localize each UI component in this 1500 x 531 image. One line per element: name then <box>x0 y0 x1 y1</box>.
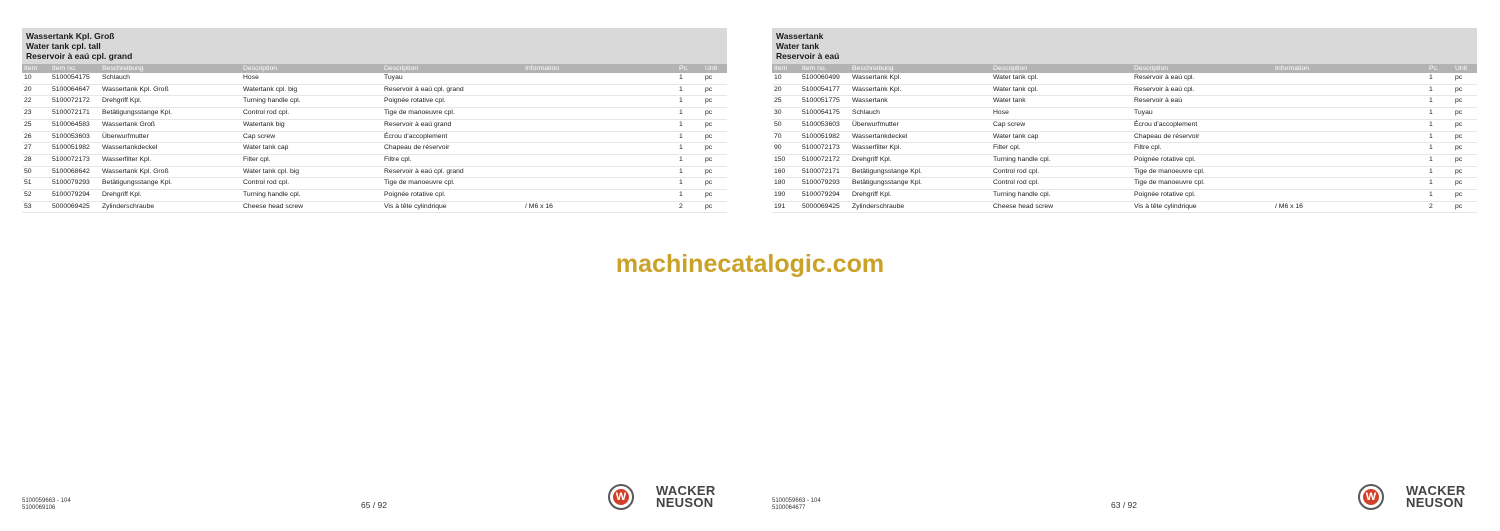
table-row <box>772 108 1477 120</box>
cell-information <box>1273 143 1419 155</box>
table-row <box>22 108 727 120</box>
cell-information <box>1273 119 1419 131</box>
cell-description-fr: Tige de manoeuvre cpl. <box>1132 178 1273 190</box>
left-parts-panel <box>22 28 727 213</box>
cell-description-en: Water tank cap <box>991 131 1132 143</box>
table-row <box>772 84 1477 96</box>
table-row <box>22 119 727 131</box>
cell-item: 50 <box>22 166 50 178</box>
cell-item: 20 <box>22 84 50 96</box>
cell-item-no: 5100072171 <box>50 108 100 120</box>
col-header-item-no: Item no. <box>802 65 827 72</box>
logo-letter: W <box>613 489 629 505</box>
cell-unit: pc <box>1445 166 1477 178</box>
cell-pc: 1 <box>669 143 695 155</box>
cell-pc: 1 <box>669 119 695 131</box>
cell-item-no: 5100064583 <box>50 119 100 131</box>
left-footer-ids <box>22 498 71 512</box>
cell-information <box>1273 178 1419 190</box>
col-header-item: Item <box>24 65 38 72</box>
cell-pc: 1 <box>669 108 695 120</box>
right-parts-table <box>772 64 1477 213</box>
cell-item: 22 <box>22 96 50 108</box>
cell-description-en: Cap screw <box>991 119 1132 131</box>
cell-item-no: 5100054175 <box>800 108 850 120</box>
cell-description-fr: Poignée rotative cpl. <box>382 96 523 108</box>
cell-unit: pc <box>1445 73 1477 84</box>
table-row <box>772 119 1477 131</box>
cell-pc: 1 <box>669 166 695 178</box>
cell-description-fr: Reservoir à eaú cpl. <box>1132 73 1273 84</box>
left-footer-doc-id: 5100059663 - 104 <box>22 498 71 504</box>
table-row <box>772 190 1477 202</box>
cell-item: 10 <box>22 73 50 84</box>
cell-item: 26 <box>22 131 50 143</box>
col-header-unit: Unit <box>1455 65 1468 72</box>
cell-beschreibung: Wasserfilter Kpl. <box>850 143 991 155</box>
cell-information <box>523 73 669 84</box>
cell-description-en: Water tank <box>991 96 1132 108</box>
table-row <box>772 131 1477 143</box>
col-header-unit: Unit <box>705 65 718 72</box>
cell-pc: 1 <box>669 84 695 96</box>
table-row <box>22 166 727 178</box>
cell-pc: 1 <box>1419 166 1445 178</box>
cell-description-fr: Vis à tête cylindrique <box>1132 201 1273 213</box>
right-title-en: Water tank <box>776 41 820 51</box>
cell-pc: 1 <box>669 131 695 143</box>
cell-item: 150 <box>772 154 800 166</box>
watermark-text: machinecatalogic.com <box>615 250 885 278</box>
col-header-pc: Pc. <box>679 65 689 72</box>
cell-beschreibung: Wassertank Kpl. <box>850 84 991 96</box>
cell-unit: pc <box>695 119 727 131</box>
left-table-header <box>22 64 727 73</box>
col-header-description-en: Description <box>993 65 1027 72</box>
cell-item-no: 5100054175 <box>50 73 100 84</box>
cell-description-fr: Tuyau <box>1132 108 1273 120</box>
cell-description-en: Control rod cpl. <box>241 108 382 120</box>
cell-description-en: Turning handle cpl. <box>991 154 1132 166</box>
cell-information: / M6 x 16 <box>523 201 669 213</box>
cell-description-en: Turning handle cpl. <box>991 190 1132 202</box>
cell-item-no: 5000069425 <box>50 201 100 213</box>
cell-item: 23 <box>22 108 50 120</box>
cell-information: / M6 x 16 <box>1273 201 1419 213</box>
left-brand-logo <box>608 484 716 510</box>
cell-beschreibung: Betätigungsstange Kpl. <box>100 178 241 190</box>
cell-description-en: Water tank cap <box>241 143 382 155</box>
cell-information <box>1273 84 1419 96</box>
cell-description-fr: Écrou d'accoplement <box>382 131 523 143</box>
right-brand-logo <box>1358 484 1466 510</box>
col-header-description-fr: Description <box>1134 65 1168 72</box>
cell-description-en: Water tank cpl. <box>991 84 1132 96</box>
cell-unit: pc <box>1445 119 1477 131</box>
right-footer-ids <box>772 498 821 512</box>
cell-unit: pc <box>1445 131 1477 143</box>
cell-beschreibung: Betätigungsstange Kpl. <box>100 108 241 120</box>
cell-item-no: 5100072173 <box>800 143 850 155</box>
left-title-de: Wassertank Kpl. Groß <box>26 31 115 41</box>
cell-unit: pc <box>695 154 727 166</box>
cell-description-fr: Chapeau de réservoir <box>1132 131 1273 143</box>
cell-item: 53 <box>22 201 50 213</box>
cell-information <box>1273 166 1419 178</box>
cell-pc: 1 <box>1419 154 1445 166</box>
cell-item: 30 <box>772 108 800 120</box>
cell-beschreibung: Schlauch <box>100 73 241 84</box>
cell-information <box>523 96 669 108</box>
right-page-number: 63 / 92 <box>1111 500 1137 510</box>
cell-beschreibung: Betätigungsstange Kpl. <box>850 178 991 190</box>
cell-description-en: Watertank big <box>241 119 382 131</box>
cell-information <box>523 119 669 131</box>
left-title-box <box>22 28 727 64</box>
cell-pc: 1 <box>1419 84 1445 96</box>
cell-description-fr: Filtre cpl. <box>1132 143 1273 155</box>
cell-item: 27 <box>22 143 50 155</box>
left-title-fr: Reservoir à eaú cpl. grand <box>26 51 133 61</box>
cell-description-en: Turning handle cpl. <box>241 190 382 202</box>
cell-item-no: 5100072172 <box>50 96 100 108</box>
cell-beschreibung: Überwurfmutter <box>850 119 991 131</box>
left-title-en: Water tank cpl. tall <box>26 41 101 51</box>
col-header-pc: Pc. <box>1429 65 1439 72</box>
cell-description-en: Watertank cpl. big <box>241 84 382 96</box>
right-footer-doc-id: 5100059663 - 104 <box>772 498 821 504</box>
cell-beschreibung: Wassertank <box>850 96 991 108</box>
cell-unit: pc <box>695 96 727 108</box>
table-row <box>22 131 727 143</box>
cell-description-en: Cheese head screw <box>991 201 1132 213</box>
table-row <box>22 73 727 84</box>
cell-unit: pc <box>1445 96 1477 108</box>
cell-beschreibung: Wasserfilter Kpl. <box>100 154 241 166</box>
cell-information <box>523 154 669 166</box>
cell-unit: pc <box>1445 143 1477 155</box>
cell-item: 28 <box>22 154 50 166</box>
table-row <box>22 190 727 202</box>
cell-item: 10 <box>772 73 800 84</box>
cell-information <box>523 166 669 178</box>
brand-line2: NEUSON <box>1406 495 1464 510</box>
cell-pc: 1 <box>669 96 695 108</box>
cell-description-fr: Tige de manoeuvre cpl. <box>382 178 523 190</box>
cell-unit: pc <box>1445 201 1477 213</box>
cell-information <box>523 108 669 120</box>
cell-description-en: Filter cpl. <box>991 143 1132 155</box>
col-header-information: Information <box>1275 65 1310 72</box>
cell-item: 20 <box>772 84 800 96</box>
right-title-de: Wassertank <box>776 31 824 41</box>
cell-description-fr: Reservoir à eaú cpl. grand <box>382 84 523 96</box>
col-header-description-fr: Description <box>384 65 418 72</box>
right-title-fr: Reservoir à eaú <box>776 51 840 61</box>
left-page-number: 65 / 92 <box>361 500 387 510</box>
cell-unit: pc <box>1445 108 1477 120</box>
logo-letter: W <box>1363 489 1379 505</box>
cell-item: 70 <box>772 131 800 143</box>
cell-item-no: 5100079294 <box>50 190 100 202</box>
table-row <box>772 166 1477 178</box>
col-header-item: Item <box>774 65 788 72</box>
cell-pc: 2 <box>1419 201 1445 213</box>
cell-item: 191 <box>772 201 800 213</box>
cell-pc: 1 <box>669 154 695 166</box>
cell-item-no: 5100079294 <box>800 190 850 202</box>
cell-beschreibung: Drehgriff Kpl. <box>850 190 991 202</box>
cell-beschreibung: Zylinderschraube <box>850 201 991 213</box>
brand-line1: WACKER <box>1406 483 1466 498</box>
cell-pc: 1 <box>669 190 695 202</box>
cell-beschreibung: Wassertank Kpl. <box>850 73 991 84</box>
cell-description-fr: Écrou d'accoplement <box>1132 119 1273 131</box>
cell-item: 190 <box>772 190 800 202</box>
cell-pc: 1 <box>1419 190 1445 202</box>
cell-beschreibung: Zylinderschraube <box>100 201 241 213</box>
cell-description-fr: Reservoir à eaú grand <box>382 119 523 131</box>
cell-description-fr: Poignée rotative cpl. <box>1132 154 1273 166</box>
cell-beschreibung: Drehgriff Kpl. <box>100 96 241 108</box>
left-parts-table <box>22 64 727 213</box>
brand-line1: WACKER <box>656 483 716 498</box>
table-row <box>22 84 727 96</box>
cell-information <box>1273 73 1419 84</box>
cell-item-no: 5100051982 <box>50 143 100 155</box>
cell-item: 90 <box>772 143 800 155</box>
cell-unit: pc <box>1445 154 1477 166</box>
cell-description-en: Control rod cpl. <box>991 166 1132 178</box>
cell-item: 52 <box>22 190 50 202</box>
cell-pc: 1 <box>1419 131 1445 143</box>
cell-description-en: Cheese head screw <box>241 201 382 213</box>
right-table-header <box>772 64 1477 73</box>
right-parts-panel <box>772 28 1477 213</box>
cell-item-no: 5100064647 <box>50 84 100 96</box>
cell-unit: pc <box>1445 84 1477 96</box>
table-row <box>772 143 1477 155</box>
cell-item: 180 <box>772 178 800 190</box>
cell-unit: pc <box>1445 190 1477 202</box>
cell-item-no: 5100054177 <box>800 84 850 96</box>
col-header-beschreibung: Beschreibung <box>852 65 894 72</box>
cell-description-en: Water tank cpl. <box>991 73 1132 84</box>
wacker-neuson-logo-icon <box>608 484 634 510</box>
cell-beschreibung: Betätigungsstange Kpl. <box>850 166 991 178</box>
table-row <box>772 96 1477 108</box>
wacker-neuson-logo-icon <box>1358 484 1384 510</box>
cell-description-en: Hose <box>241 73 382 84</box>
table-row <box>22 96 727 108</box>
cell-description-fr: Filtre cpl. <box>382 154 523 166</box>
brand-line2: NEUSON <box>656 495 714 510</box>
cell-description-fr: Poignée rotative cpl. <box>382 190 523 202</box>
cell-pc: 1 <box>1419 108 1445 120</box>
cell-unit: pc <box>695 73 727 84</box>
cell-item-no: 5100053603 <box>800 119 850 131</box>
cell-item: 25 <box>772 96 800 108</box>
cell-beschreibung: Schlauch <box>850 108 991 120</box>
cell-item: 50 <box>772 119 800 131</box>
cell-item-no: 5100072171 <box>800 166 850 178</box>
cell-item-no: 5100060499 <box>800 73 850 84</box>
cell-description-fr: Reservoir à eaú cpl. <box>1132 84 1273 96</box>
cell-pc: 1 <box>1419 119 1445 131</box>
table-row <box>22 143 727 155</box>
table-row <box>772 201 1477 213</box>
right-footer-part-id: 5100064677 <box>772 505 806 511</box>
cell-description-en: Turning handle cpl. <box>241 96 382 108</box>
right-title-box <box>772 28 1477 64</box>
cell-beschreibung: Wassertank Kpl. Groß <box>100 84 241 96</box>
cell-information <box>523 143 669 155</box>
cell-item-no: 5100079293 <box>800 178 850 190</box>
cell-information <box>523 190 669 202</box>
cell-description-en: Cap screw <box>241 131 382 143</box>
cell-pc: 1 <box>669 73 695 84</box>
col-header-description-en: Description <box>243 65 277 72</box>
cell-unit: pc <box>695 201 727 213</box>
cell-item-no: 5100053603 <box>50 131 100 143</box>
cell-unit: pc <box>695 84 727 96</box>
cell-unit: pc <box>695 131 727 143</box>
table-row <box>772 73 1477 84</box>
cell-unit: pc <box>695 143 727 155</box>
cell-beschreibung: Drehgriff Kpl. <box>850 154 991 166</box>
cell-description-fr: Reservoir à eaú <box>1132 96 1273 108</box>
cell-description-en: Control rod cpl. <box>241 178 382 190</box>
cell-information <box>523 84 669 96</box>
cell-description-en: Hose <box>991 108 1132 120</box>
cell-description-fr: Poignée rotative cpl. <box>1132 190 1273 202</box>
cell-item-no: 5000069425 <box>800 201 850 213</box>
col-header-item-no: Item no. <box>52 65 77 72</box>
cell-item-no: 5100079293 <box>50 178 100 190</box>
cell-information <box>1273 154 1419 166</box>
cell-item-no: 5100051982 <box>800 131 850 143</box>
table-row <box>22 178 727 190</box>
cell-description-fr: Chapeau de réservoir <box>382 143 523 155</box>
brand-wordmark <box>1406 485 1466 509</box>
col-header-beschreibung: Beschreibung <box>102 65 144 72</box>
table-row <box>772 178 1477 190</box>
cell-item: 25 <box>22 119 50 131</box>
col-header-information: Information <box>525 65 560 72</box>
cell-item-no: 5100068642 <box>50 166 100 178</box>
cell-item-no: 5100072173 <box>50 154 100 166</box>
cell-beschreibung: Drehgriff Kpl. <box>100 190 241 202</box>
cell-description-fr: Vis à tête cylindrique <box>382 201 523 213</box>
table-row <box>772 154 1477 166</box>
cell-information <box>1273 190 1419 202</box>
cell-unit: pc <box>695 108 727 120</box>
cell-description-en: Water tank cpl. big <box>241 166 382 178</box>
cell-description-fr: Tuyau <box>382 73 523 84</box>
cell-item: 160 <box>772 166 800 178</box>
cell-beschreibung: Wassertankdeckel <box>100 143 241 155</box>
cell-unit: pc <box>695 178 727 190</box>
cell-description-en: Filter cpl. <box>241 154 382 166</box>
cell-beschreibung: Überwurfmutter <box>100 131 241 143</box>
cell-item: 51 <box>22 178 50 190</box>
table-row <box>22 201 727 213</box>
cell-item-no: 5100051775 <box>800 96 850 108</box>
cell-unit: pc <box>695 166 727 178</box>
cell-beschreibung: Wassertank Groß <box>100 119 241 131</box>
cell-pc: 1 <box>1419 143 1445 155</box>
cell-information <box>1273 96 1419 108</box>
cell-pc: 2 <box>669 201 695 213</box>
cell-information <box>523 178 669 190</box>
cell-description-fr: Tige de manoeuvre cpl. <box>1132 166 1273 178</box>
brand-wordmark <box>656 485 716 509</box>
cell-description-fr: Tige de manoeuvre cpl. <box>382 108 523 120</box>
cell-pc: 1 <box>1419 73 1445 84</box>
cell-pc: 1 <box>669 178 695 190</box>
cell-information <box>523 131 669 143</box>
cell-information <box>1273 131 1419 143</box>
left-footer-part-id: 5100069106 <box>22 505 56 511</box>
table-row <box>22 154 727 166</box>
cell-pc: 1 <box>1419 96 1445 108</box>
cell-unit: pc <box>1445 178 1477 190</box>
cell-information <box>1273 108 1419 120</box>
cell-beschreibung: Wassertankdeckel <box>850 131 991 143</box>
cell-description-fr: Reservoir à eaú cpl. grand <box>382 166 523 178</box>
cell-unit: pc <box>695 190 727 202</box>
cell-description-en: Control rod cpl. <box>991 178 1132 190</box>
cell-beschreibung: Wassertank Kpl. Groß <box>100 166 241 178</box>
cell-pc: 1 <box>1419 178 1445 190</box>
cell-item-no: 5100072172 <box>800 154 850 166</box>
